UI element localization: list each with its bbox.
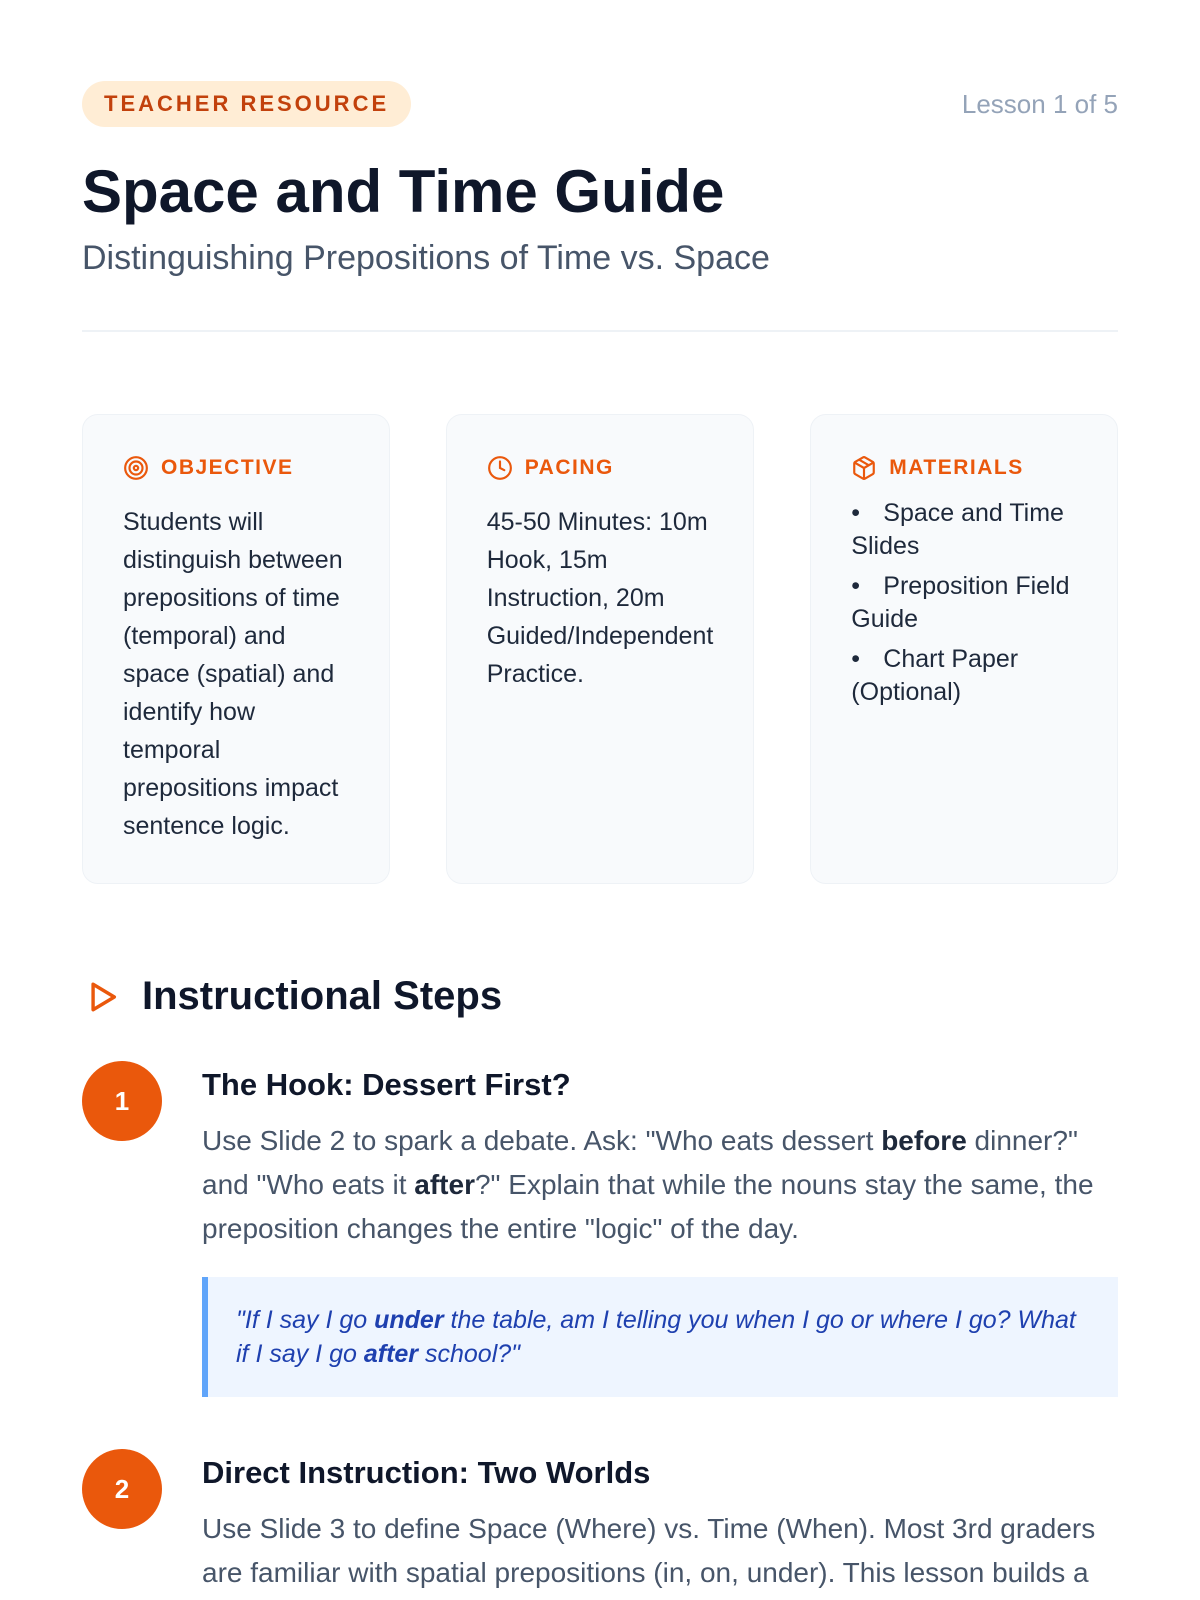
materials-item: • Chart Paper (Optional) [851, 643, 1077, 709]
objective-text: Students will distinguish between prepositions of time (temporal) and space (spatial) and identify how temporal prepositions impact sentence logic. [123, 508, 343, 840]
page-title: Space and Time Guide [82, 158, 725, 225]
materials-item: • Space and Time Slides [851, 497, 1077, 563]
text-segment: Use Slide 2 to spark a debate. Ask: "Who eats dessert [202, 1125, 882, 1156]
step-2 [82, 1449, 1118, 1595]
step-number-badge: 2 [82, 1449, 162, 1529]
resource-tag: TEACHER RESOURCE [82, 81, 411, 127]
materials-card-header [851, 455, 1077, 481]
materials-card [810, 414, 1118, 884]
objective-label: OBJECTIVE [161, 456, 294, 479]
pacing-card [446, 414, 755, 884]
objective-card [82, 414, 390, 884]
play-icon [86, 980, 120, 1014]
text-segment: ?" Explain that while the nouns stay the same, the preposition changes the entire "logic" of the day. [202, 1169, 1094, 1244]
pacing-card-header [487, 455, 714, 481]
overview-cards [82, 414, 1118, 884]
page-subtitle: Distinguishing Prepositions of Time vs. Space [82, 239, 770, 277]
callout-segment: the table, am I telling you when I go or where I go? What if I say I go [236, 1306, 1076, 1368]
instructional-steps-header [82, 974, 1118, 1019]
target-icon [123, 455, 149, 481]
materials-item: • Preposition Field Guide [851, 570, 1077, 636]
bold-word: after [414, 1169, 475, 1200]
step-content [202, 1449, 1118, 1595]
box-icon [851, 455, 877, 481]
step-content [202, 1061, 1118, 1397]
header-bar [82, 80, 1118, 128]
bold-word: under [374, 1306, 444, 1334]
materials-label: MATERIALS [889, 456, 1024, 479]
section-title: Instructional Steps [142, 974, 503, 1018]
pacing-label: PACING [524, 456, 614, 479]
lesson-indicator: Lesson 1 of 5 [961, 88, 1118, 119]
step-1 [82, 1061, 1118, 1397]
callout-segment: "If I say I go [236, 1306, 375, 1334]
callout-segment: school?" [418, 1340, 521, 1368]
bold-word: before [881, 1125, 967, 1156]
step-text: Use Slide 3 to define Space (Where) vs. Time (When). Most 3rd graders are familiar with spatial prepositions (in, on, under). This lesson builds a [202, 1513, 1096, 1588]
step-number-badge: 1 [82, 1061, 162, 1141]
divider [82, 330, 1118, 332]
step-text [202, 1119, 1118, 1251]
step-title: Direct Instruction: Two Worlds [202, 1455, 651, 1490]
text-segment: dinner?" and "Who eats it [202, 1125, 1078, 1200]
step-title: The Hook: Dessert First? [202, 1067, 571, 1102]
materials-list [851, 497, 1077, 709]
teacher-prompt-callout [202, 1277, 1118, 1397]
bold-word: after [363, 1340, 419, 1368]
objective-card-header [123, 455, 349, 481]
pacing-text: 45-50 Minutes: 10m Hook, 15m Instruction, 20m Guided/Independent Practice. [486, 508, 714, 688]
clock-icon [487, 455, 513, 481]
